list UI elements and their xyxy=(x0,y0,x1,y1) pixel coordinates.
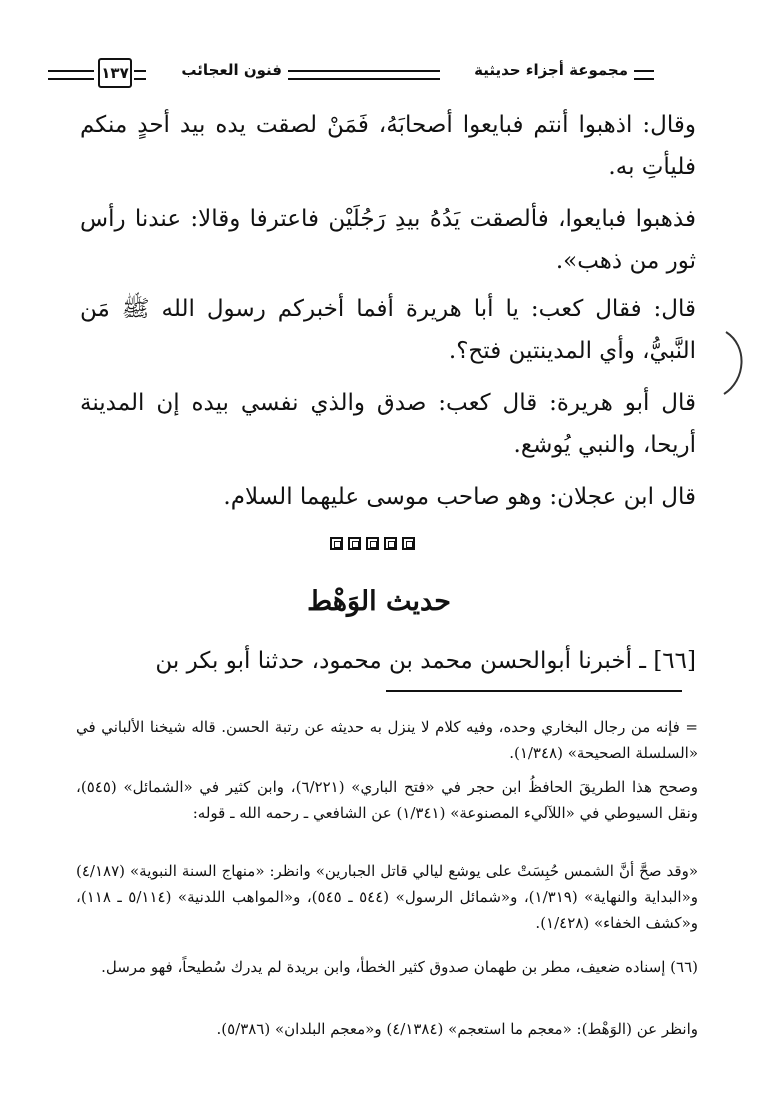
header-book-title: مجموعة أجزاء حديثية xyxy=(474,61,628,79)
body-paragraph: قال أبو هريرة: قال كعب: صدق والذي نفسي بيده إن المدينة أريحا، والنبي يُوشع. xyxy=(80,390,696,458)
footnote: (٦٦) إسناده ضعيف، مطر بن طهمان صدوق كثير الخطأ، وابن بريدة لم يدرك سُطيحاً، فهو مرسل. xyxy=(101,958,698,976)
footnote: = فإنه من رجال البخاري وحده، وفيه كلام لا ينزل به حديثه عن رتبة الحسن. قاله شيخنا الألباني في «السلسلة الصحيحة» (١/٣٤٨). xyxy=(76,718,698,762)
running-header xyxy=(48,56,654,90)
body-paragraph: قال: فقال كعب: يا أبا هريرة أفما أخبركم رسول الله ﷺ مَن النَّبيُّ، وأي المدينتين فتح؟. xyxy=(80,296,696,364)
header-rule xyxy=(288,70,440,80)
ornament-square-icon xyxy=(402,537,415,550)
ornament-square-icon xyxy=(366,537,379,550)
footnote: وانظر عن (الوَهْط): «معجم ما استعجم» (٤/١٣٨٤) و«معجم البلدان» (٥/٣٨٦). xyxy=(216,1020,698,1038)
section-title: حديث الوَهْط xyxy=(307,586,451,617)
header-chapter-title: فنون العجائب xyxy=(181,61,282,79)
footnote: «وقد صحَّ أنَّ الشمس حُبِسَتْ على يوشع ليالي قاتل الجبارين» وانظر: «منهاج السنة النبوية» (٤/١٨٧) و«البداية والنهاية» (١/٣١٩)، و«شمائل الرسول» (٥٤٤ ـ ٥٤٥)، و«المواهب اللدنية» (٥/١١٤ ـ ١١٨)، و«كشف الخفاء» (١/٤٢٨). xyxy=(76,862,699,932)
ornament-square-icon xyxy=(348,537,361,550)
body-paragraph: وقال: اذهبوا أنتم فبايعوا أصحابَهُ، فَمَنْ لصقت يده بيد أحدٍ منكم فليأتِ به. xyxy=(80,112,696,180)
footnote-separator xyxy=(386,690,682,692)
body-paragraph: فذهبوا فبايعوا، فألصقت يَدُهُ بيدِ رَجُلَيْن فاعترفا وقالا: عندنا رأس ثور من ذهب». xyxy=(80,206,696,274)
header-rule xyxy=(48,70,94,80)
footnote: وصحح هذا الطريقَ الحافظُ ابن حجر في «فتح الباري» (٦/٢٢١)، وابن كثير في «الشمائل» (٥٤٥)، ونقل السيوطي في «اللآليء المصنوعة» (١/٣٤١) عن الشافعي ـ رحمه الله ـ قوله: xyxy=(76,778,698,822)
hadith-paragraph: [٦٦] ـ أخبرنا أبوالحسن محمد بن محمود، حدثنا أبو بكر بن xyxy=(155,648,696,674)
header-rule xyxy=(634,70,654,80)
ornament-square-icon xyxy=(330,537,343,550)
header-rule xyxy=(134,70,146,80)
page-number: ١٣٧ xyxy=(98,58,132,88)
margin-bracket-mark xyxy=(716,328,756,398)
section-divider-ornament xyxy=(330,537,415,550)
body-paragraph: قال ابن عجلان: وهو صاحب موسى عليهما السلام. xyxy=(223,484,696,510)
ornament-square-icon xyxy=(384,537,397,550)
